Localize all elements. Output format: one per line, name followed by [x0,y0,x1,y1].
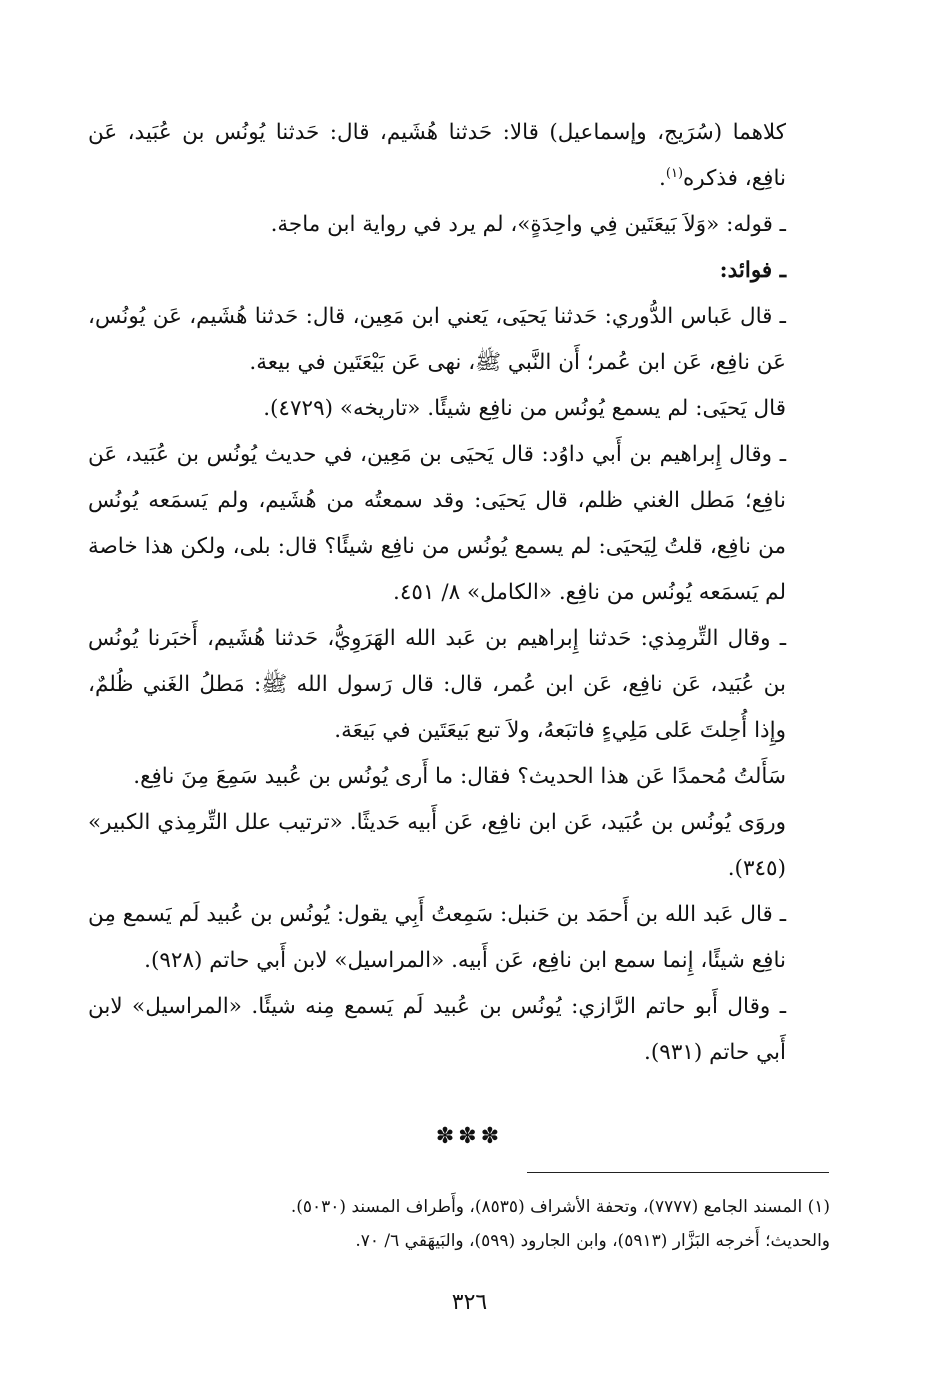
main-text [88,110,832,1076]
footnotes [120,1190,830,1258]
paragraph-7: ـ وقال التِّرمِذي: حَدثنا إِبراهيم بن عَبد الله الهَرَوِيُّ، حَدثنا هُشَيم، أَخبَرنا يُونُس بن عُبَيد، عَن نافِع، عَن ابن عُمر، قال: قال رَسول الله ﷺ: مَطلُ الغَني ظُلمٌ، وإِذا أُحِلتَ عَلى مَلِيءٍ فاتبَعهُ، ولاَ تبع بَيعَتَين في بَيعَة. [88,626,786,743]
paragraph-2: ـ قوله: «وَلاَ بَيعَتَين فِي واحِدَةٍ»، لم يرد في رواية ابن ماجة. [270,212,786,237]
paragraph-1: كلاهما (سُرَيج، وإسماعيل) قالا: حَدثنا هُشَيم، قال: حَدثنا يُونُس بن عُبَيد، عَن نافِع، فذكره$^{(١)}$. [88,120,786,191]
paragraph-5: قال يَحيَى: لم يسمع يُونُس من نافِع شيئًا. «تاريخه» (٤٧٢٩). [263,396,786,421]
paragraph-8: سَأَلتُ مُحمدًا عَن هذا الحديث؟ فقال: ما أَرى يُونُس بن عُبيد سَمِعَ مِنَ نافِع. [133,764,786,789]
paragraph-11: ـ وقال أَبو حاتم الرَّازي: يُونُس بن عُبيد لَم يَسمع مِنه شيئًا. «المراسيل» لابن أَبي حاتم (٩٣١). [88,994,786,1065]
paragraph-4: ـ قال عَباس الدُّوري: حَدثنا يَحيَى، يَعني ابن مَعِين، قال: حَدثنا هُشَيم، عَن يُونُس، عَن نافِع، عَن ابن عُمر؛ أَن النَّبي ﷺ، نهى عَن بَيْعَتَين في بيعة. [88,304,786,375]
paragraph-10: ـ قال عَبد الله بن أَحمَد بن حَنبل: سَمِعتُ أَبِي يقول: يُونُس بن عُبيد لَم يَسمع مِن نافِع شيئًا، إِنما سمع ابن نافِع، عَن أَبيه. «المراسيل» لابن أَبي حاتم (٩٢٨). [88,902,786,973]
paragraph-9: وروَى يُونُس بن عُبَيد، عَن ابن نافِع، عَن أَبيه حَديثًا. «ترتيب علل التِّرمِذي الكبير» (٣٤٥). [88,810,786,881]
section-separator: ✽✽✽ [435,1124,504,1149]
page-number: ٣٢٦ [451,1290,488,1315]
paragraph-6: ـ وقال إِبراهيم بن أَبي داوُد: قال يَحيَى بن مَعِين، في حديث يُونُس بن عُبَيد، عَن نافِع؛ مَطل الغني ظلم، قال يَحيَى: وقد سمعتُه من هُشَيم، ولم يَسمَعه يُونُس من نافِع، قلتُ لِيَحيَى: لم يسمع يُونُس من نافِع شيئًا؟ قال: بلى، ولكن هذا خاصة لم يَسمَعه يُونُس من نافِع. «الكامل» ٨/ ٤٥١. [88,442,786,605]
footnote-divider [527,1172,829,1173]
footnote-reference[interactable]: (١) [665,165,684,181]
footnote-1: (١) المسند الجامع (٧٧٧٧)، وتحفة الأشراف (٨٥٣٥)، وأَطراف المسند (٥٠٣٠). [290,1197,830,1217]
footnote-1-continued: والحديث؛ أَخرجه البَزَّار (٥٩١٣)، وابن الجارود (٥٩٩)، والبَيهَقي ٦/ ٧٠. [355,1231,830,1251]
section-heading: ـ فوائد: [719,258,786,283]
